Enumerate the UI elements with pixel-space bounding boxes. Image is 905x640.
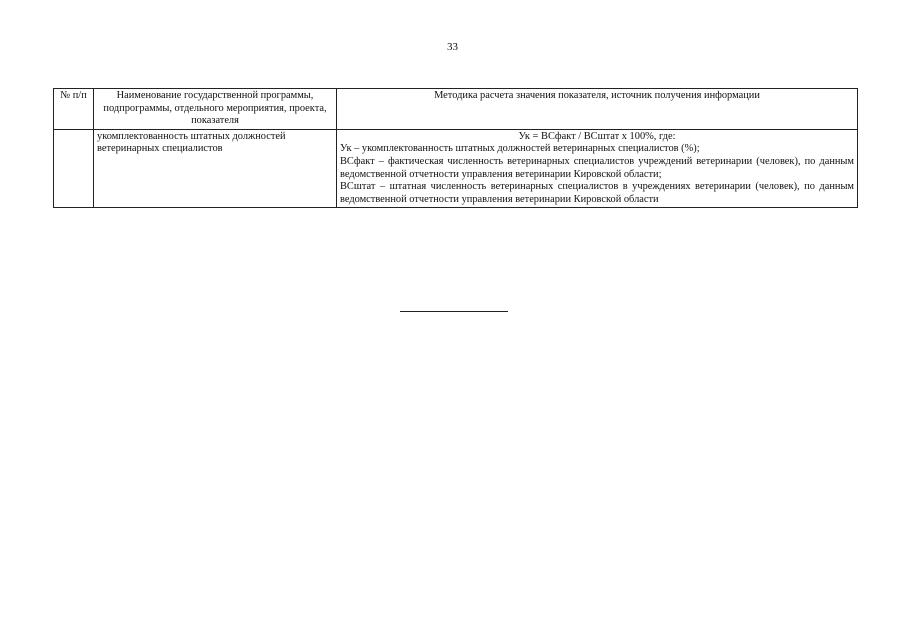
formula: Ук = ВСфакт / ВСштат х 100%, где: — [518, 130, 676, 142]
table-header-row — [54, 89, 858, 130]
definition-vsshtat: ВСштат – штатная численность ветеринарных специалистов в учреждениях ветеринарии (человек), по данным ведомственной отчетности управления ветеринарии Кировской области — [340, 181, 854, 205]
indicator-methods-table — [53, 88, 858, 208]
page-number: 33 — [447, 41, 458, 53]
end-divider — [400, 311, 508, 312]
header-name: Наименование государственной программы, подпрограммы, отдельного мероприятия, проекта, показателя — [94, 89, 337, 130]
definition-uk: Ук – укомплектованность штатных должностей ветеринарных специалистов (%); — [340, 143, 700, 155]
header-method: Методика расчета значения показателя, источник получения информации — [337, 89, 858, 130]
method-cell — [337, 129, 858, 208]
definition-vsfakt: ВСфакт – фактическая численность ветеринарных специалистов учреждений ветеринарии (человек), по данным ведомственной отчетности управления ветеринарии Кировской области; — [340, 155, 854, 180]
table-row — [54, 129, 858, 208]
header-number: № п/п — [54, 89, 94, 130]
indicator-name: укомплектованность штатных должностей ветеринарных специалистов — [94, 129, 337, 208]
row-number — [54, 129, 94, 208]
